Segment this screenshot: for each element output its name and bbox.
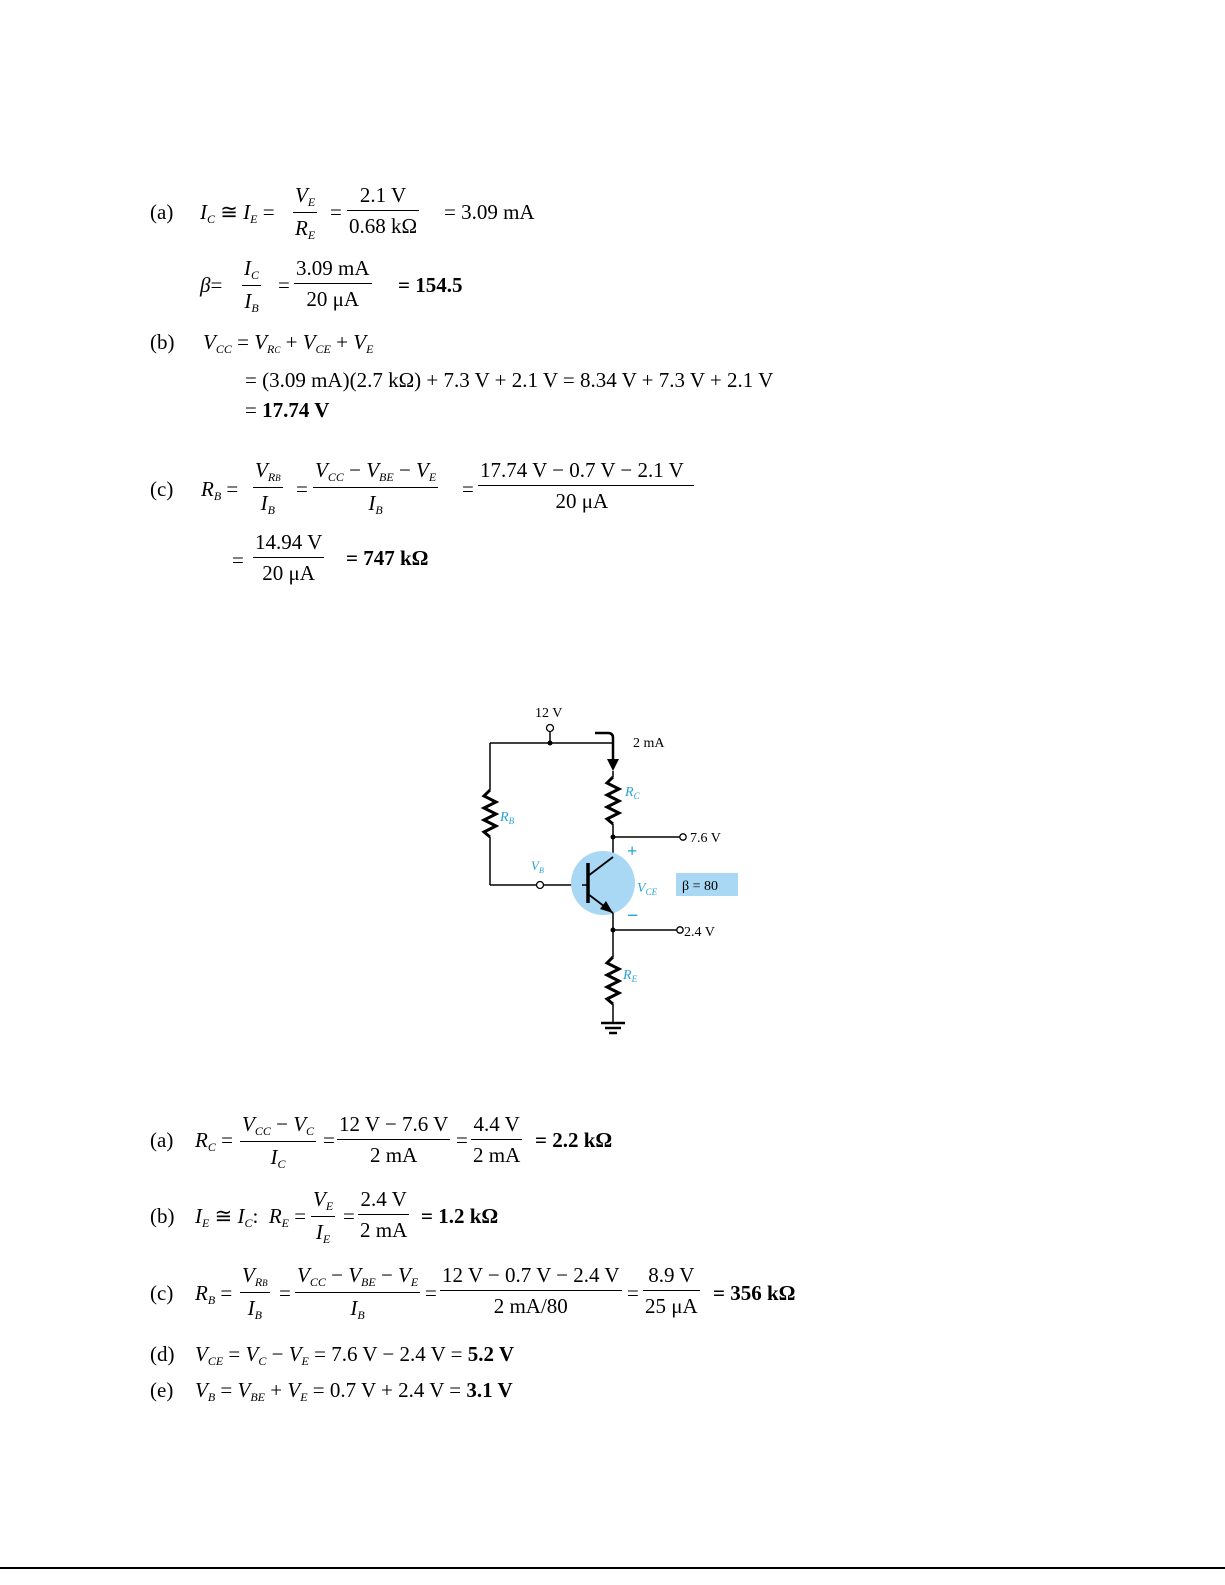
equals-sign: =: [323, 1128, 335, 1152]
part-a-lhs: $I_C$ ≅ $I_E$ =: [200, 200, 275, 226]
p2-c-fraction-symbolic: $V_{CC} - V_{BE} - V_E$ $I_B$: [297, 1263, 419, 1322]
equals-sign: =: [456, 1128, 468, 1152]
equals-sign: =: [627, 1281, 639, 1305]
part-c-fraction-vrb-ib: $V_{RB}$ $I_B$: [255, 458, 281, 517]
part-b-equation: $V_{CC} = V_{RC} + V_{CE} + V_E$: [203, 330, 374, 356]
part-c-fraction-values: 17.74 V − 0.7 V − 2.1 V 20 μA: [478, 460, 686, 512]
part-a-label: (a): [150, 200, 174, 224]
equals-sign: =: [425, 1281, 437, 1305]
rc-resistor: [607, 777, 619, 824]
part-c-result: = 747 kΩ: [346, 546, 429, 570]
ground-icon: [601, 1023, 625, 1033]
rc-label: $R_C$: [625, 785, 640, 801]
part-b-line2: = (3.09 mA)(2.7 kΩ) + 7.3 V + 2.1 V = 8.34 V + 7.3 V + 2.1 V: [245, 368, 774, 392]
current-arrow: [595, 733, 613, 763]
minus-sign: −: [627, 905, 639, 927]
p2-part-b-lhs: $I_E$ ≅ $I_C$: $R_E$ =: [195, 1204, 307, 1230]
vcc-label: 12 V: [535, 706, 563, 721]
p2-part-d-equation: $V_{CE} = V_C - V_E = 7.6$ V − 2.4 V = 5.2 V: [195, 1342, 515, 1368]
part-c-label: (c): [150, 477, 174, 501]
p2-part-a-lhs: $R_C$ =: [195, 1128, 233, 1154]
equals-sign: =: [330, 200, 342, 224]
equals-sign: =: [279, 1281, 291, 1305]
rb-resistor: [484, 790, 496, 837]
p2-part-b-label: (b): [150, 1204, 175, 1228]
p2-a-fraction-values: 12 V − 7.6 V 2 mA: [339, 1112, 449, 1167]
equals-sign: =: [343, 1204, 355, 1228]
plus-sign: +: [627, 841, 638, 861]
p2-a-fraction-symbolic: $V_{CC} - V_C$ $I_C$: [242, 1112, 315, 1171]
p2-c-fraction-vrb-ib: $V_{RB}$ $I_B$: [242, 1263, 268, 1322]
p2-part-c-label: (c): [150, 1281, 174, 1305]
p2-b-fraction-values: 2.4 V 2 mA: [360, 1187, 408, 1242]
vce-label: $V_{CE}$: [637, 881, 658, 897]
vb-label: $V_B$: [531, 858, 544, 875]
ve-terminal: [677, 927, 683, 933]
equals-sign: =: [462, 477, 474, 501]
equals-sign: =: [232, 548, 244, 572]
part-c-lhs: $R_B$ =: [201, 477, 239, 503]
p2-part-d-label: (d): [150, 1342, 175, 1366]
part-a-result: = 3.09 mA: [444, 200, 535, 224]
part-a-fraction-values: 2.1 V 0.68 kΩ: [349, 183, 418, 238]
vb-terminal: [537, 882, 544, 889]
p2-c-fraction-reduced: 8.9 V 25 μA: [645, 1263, 698, 1318]
vcc-terminal: [547, 725, 554, 732]
part-b-line3: = 17.74 V: [245, 398, 330, 422]
part-c-fraction-symbolic: $V_{CC} - V_{BE} - V_E$ $I_B$: [315, 458, 437, 517]
p2-part-c-lhs: $R_B$ =: [195, 1281, 233, 1307]
p2-a-result: = 2.2 kΩ: [535, 1128, 613, 1152]
p2-part-e-equation: $V_B = V_{BE} + V_E = 0.7$ V + 2.4 V = 3.1 V: [195, 1378, 513, 1404]
equals-sign: =: [278, 273, 290, 297]
equals-sign: =: [296, 477, 308, 501]
ic-label: 2 mA: [633, 736, 665, 751]
beta-label: β = 80: [682, 879, 719, 894]
part-a-fraction-ve-re: $V_E$ $R_E$: [295, 183, 316, 242]
vc-value-label: 7.6 V: [690, 831, 721, 846]
ve-value-label: 2.4 V: [684, 925, 715, 940]
page-bottom-rule: [0, 1567, 1225, 1569]
beta-fraction-symbols: $I_C$ $I_B$: [244, 256, 260, 315]
p2-b-fraction-symbolic: $V_E$ $I_E$: [313, 1187, 334, 1246]
p2-c-result: = 356 kΩ: [713, 1281, 796, 1305]
vc-terminal: [680, 834, 686, 840]
p2-a-fraction-reduced: 4.4 V 2 mA: [473, 1112, 521, 1167]
beta-lhs: β=: [200, 273, 223, 297]
part-c-fraction-result: 14.94 V 20 μA: [255, 530, 323, 585]
transistor-circuit-diagram: [470, 695, 770, 1040]
beta-fraction-values: 3.09 mA 20 μA: [296, 256, 370, 311]
rb-label: $R_B$: [500, 810, 515, 826]
p2-part-a-label: (a): [150, 1128, 174, 1152]
p2-part-e-label: (e): [150, 1378, 174, 1402]
re-label: $R_E$: [623, 968, 638, 984]
re-resistor: [607, 957, 619, 1004]
junction-dot: [548, 741, 553, 746]
p2-c-fraction-values: 12 V − 0.7 V − 2.4 V 2 mA/80: [442, 1263, 620, 1318]
beta-result: = 154.5: [398, 273, 463, 297]
p2-b-result: = 1.2 kΩ: [421, 1204, 499, 1228]
part-b-label: (b): [150, 330, 175, 354]
